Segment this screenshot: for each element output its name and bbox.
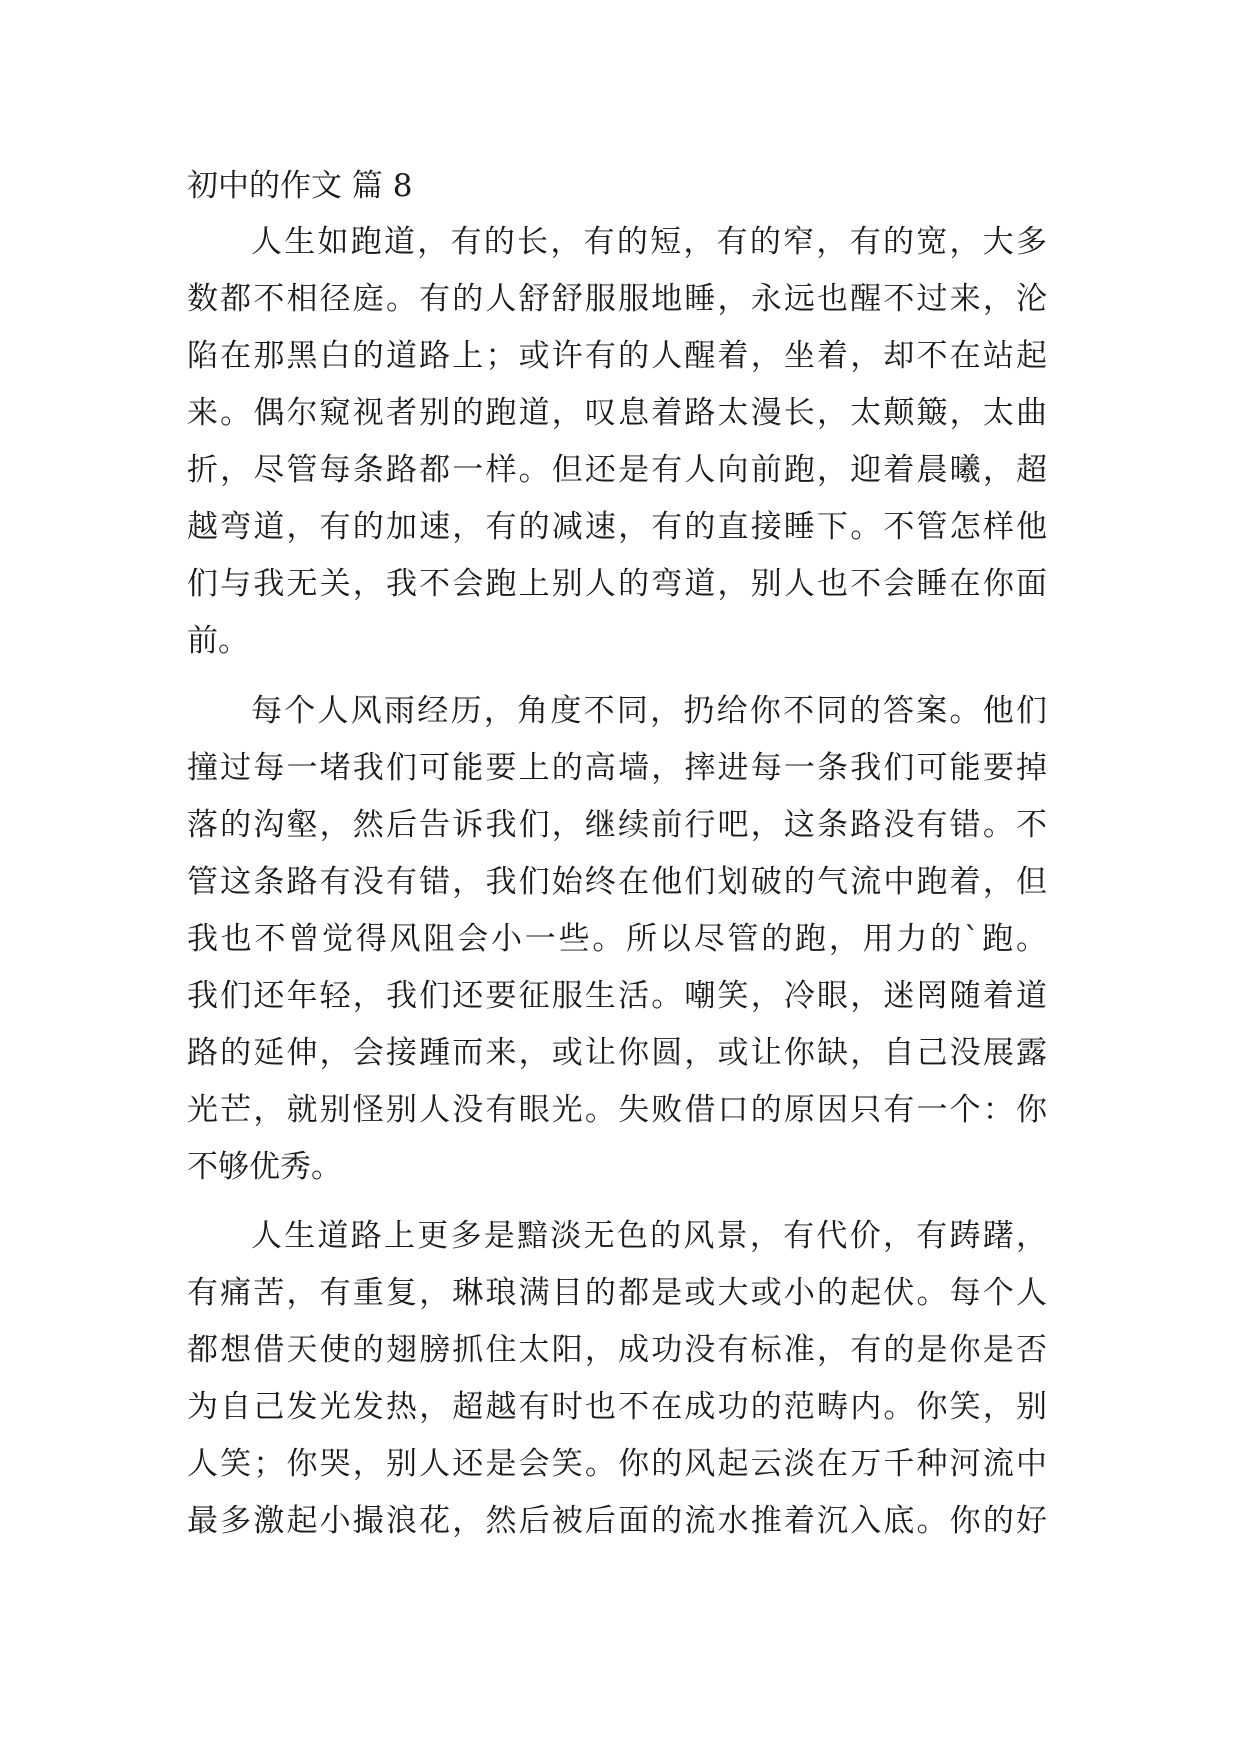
paragraph-line: 我们还年轻，我们还要征服生活。嘲笑，冷眼，迷罔随着道 xyxy=(187,978,1047,1014)
paragraph-line: 撞过每一堵我们可能要上的高墙，摔进每一条我们可能要掉 xyxy=(187,750,1047,786)
paragraph-line: 来。偶尔窥视者别的跑道，叹息着路太漫长，太颠簸，太曲 xyxy=(187,395,1047,431)
paragraph-line: 都想借天使的翅膀抓住太阳，成功没有标准，有的是你是否 xyxy=(187,1332,1047,1368)
paragraph-line: 数都不相径庭。有的人舒舒服服地睡，永远也醒不过来，沦 xyxy=(187,281,1047,317)
paragraph-line: 前。 xyxy=(187,623,249,659)
paragraph-line: 们与我无关，我不会跑上别人的弯道，别人也不会睡在你面 xyxy=(187,566,1047,602)
paragraph-line: 路的延伸，会接踵而来，或让你圆，或让你缺，自己没展露 xyxy=(187,1035,1047,1071)
paragraph-line: 越弯道，有的加速，有的减速，有的直接睡下。不管怎样他 xyxy=(187,509,1047,545)
paragraph-line: 有痛苦，有重复，琳琅满目的都是或大或小的起伏。每个人 xyxy=(187,1275,1047,1311)
paragraph-line: 折，尽管每条路都一样。但还是有人向前跑，迎着晨曦，超 xyxy=(187,452,1047,488)
paragraph-line: 人生如跑道，有的长，有的短，有的窄，有的宽，大多 xyxy=(251,224,1047,260)
paragraph-line: 人笑；你哭，别人还是会笑。你的风起云淡在万千种河流中 xyxy=(187,1446,1047,1482)
paragraph-line: 管这条路有没有错，我们始终在他们划破的气流中跑着，但 xyxy=(187,864,1047,900)
paragraph-line: 光芒，就别怪别人没有眼光。失败借口的原因只有一个：你 xyxy=(187,1092,1047,1128)
paragraph-line: 不够优秀。 xyxy=(187,1149,342,1185)
paragraph-line: 落的沟壑，然后告诉我们，继续前行吧，这条路没有错。不 xyxy=(187,807,1047,843)
document-title: 初中的作文 篇 8 xyxy=(187,168,413,204)
paragraph-line: 为自己发光发热，超越有时也不在成功的范畴内。你笑，别 xyxy=(187,1389,1047,1425)
paragraph-line: 最多激起小撮浪花，然后被后面的流水推着沉入底。你的好 xyxy=(187,1503,1047,1539)
paragraph-line: 人生道路上更多是黯淡无色的风景，有代价，有踌躇， xyxy=(251,1218,1047,1254)
paragraph-line: 我也不曾觉得风阻会小一些。所以尽管的跑，用力的`跑。 xyxy=(187,921,1047,957)
paragraph-line: 陷在那黑白的道路上；或许有的人醒着，坐着，却不在站起 xyxy=(187,338,1047,374)
paragraph-line: 每个人风雨经历，角度不同，扔给你不同的答案。他们 xyxy=(251,693,1047,729)
